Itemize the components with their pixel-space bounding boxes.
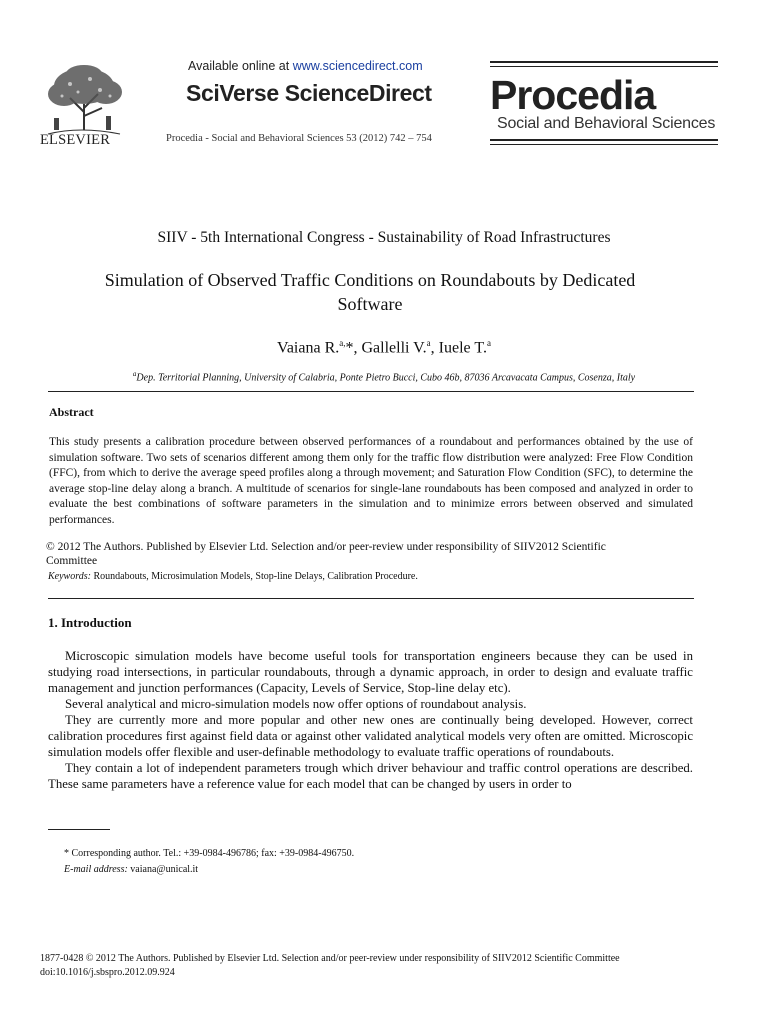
section-heading: 1. Introduction [48,615,132,630]
keywords-list: Roundabouts, Microsimulation Models, Stop-line Delays, Calibration Procedure. [93,571,418,582]
publisher-name: ELSEVIER [40,132,111,148]
availability-line [188,59,423,73]
keywords-label: Keywords: [48,571,91,582]
affiliation-text: Dep. Territorial Planning, University of Calabria, Ponte Pietro Bucci, Cubo 46b, 87036 Arcavacata Campus, Cosenza, Italy [136,372,636,384]
body-paragraph: Several analytical and micro-simulation models now offer options of roundabout analysis. [65,697,527,711]
journal-rule-bottom-thin [490,144,718,145]
availability-prefix: Available online at [188,59,293,73]
journal-rule-top-thin [490,66,718,67]
footnote-rule [48,829,110,830]
abstract-copyright: © 2012 The Authors. Published by Elsevier Ltd. Selection and/or peer-review under responsibility of SIIV2012 Scientific Committee [46,541,606,567]
body-paragraph: They contain a lot of independent parameters trough which driver behaviour and traffic control operations are described. These same parameters have a reference value for each model that can be changed by users in order to [48,761,693,791]
abstract-heading: Abstract [49,405,94,419]
email-note [64,864,198,875]
body-paragraph: They are currently more and more popular and other new ones are continually being developed. However, correct calibration procedures first against field data or against other validated analytical models very often are omitted. Microscopic simulation models offer flexible and user-definable methodology to evaluate traffic operations of roundabouts. [48,713,693,759]
corresponding-author-note: * Corresponding author. Tel.: +39-0984-496786; fax: +39-0984-496750. [64,848,355,859]
abstract-rule-bottom [48,598,694,599]
affiliation-mark: a [132,370,137,378]
abstract-rule-top [48,391,694,392]
introduction-body [48,648,693,792]
email-label: E-mail address: [64,864,128,875]
author-name: Vaiana R. [277,339,340,357]
affiliation [0,370,768,383]
email-address[interactable]: vaiana@unical.it [130,864,199,875]
journal-reference: Procedia - Social and Behavioral Sciences 53 (2012) 742 – 754 [166,133,432,144]
footer-copyright: 1877-0428 © 2012 The Authors. Published by Elsevier Ltd. Selection and/or peer-review under responsibility of SIIV2012 Scientific Committee [40,953,620,964]
author-name: Gallelli V. [361,339,427,357]
body-paragraph: Microscopic simulation models have become useful tools for transportation engineers because they can be used in studying road intersections, in particular roundabouts, through a dynamic approach, in order to design and evaluate traffic management and junction performances (Capacity, Levels of Service, Stop-line delay etc). [48,649,693,695]
author-list: Vaiana R.$^{a,}$*, Gallelli V.$^a$, Iuele T.$^a$ [277,338,491,357]
paper-title: Simulation of Observed Traffic Conditions on Roundabouts by Dedicated Software [104,270,636,314]
footer-doi[interactable]: doi:10.1016/j.sbspro.2012.09.924 [40,967,175,978]
author-affiliation-mark: a [486,338,491,348]
author-affiliation-mark: a [426,338,431,348]
abstract-text: This study presents a calibration procedure between observed performances of a roundabout and performances obtained by the use of simulation software. Two sets of scenarios different among them only for the traffic flow distribution were analyzed: Free Flow Condition (FFC), from which to derive the average speed profiles along a through movement; and Saturation Flow Condition (SFC), to determine the average stop-line delay along a branch. A multitude of scenarios for single-lane roundabouts has been composed and analyzed in order to evaluate the best combinations of software parameters in the simulation and to minimize errors between observed and simulated performances. [49,436,693,526]
journal-rule-bottom [490,139,718,141]
platform-name: SciVerse ScienceDirect [186,80,432,106]
journal-subtitle: Social and Behavioral Sciences [497,115,716,132]
corresponding-mark: * [345,339,354,357]
journal-name: Procedia [490,72,656,118]
keywords [48,571,418,582]
author-name: Iuele T. [438,339,487,357]
author-affiliation-mark: a, [339,338,346,348]
journal-rule-top [490,61,718,63]
sciencedirect-link[interactable]: www.sciencedirect.com [292,59,423,73]
congress-name: SIIV - 5th International Congress - Sustainability of Road Infrastructures [157,229,611,246]
